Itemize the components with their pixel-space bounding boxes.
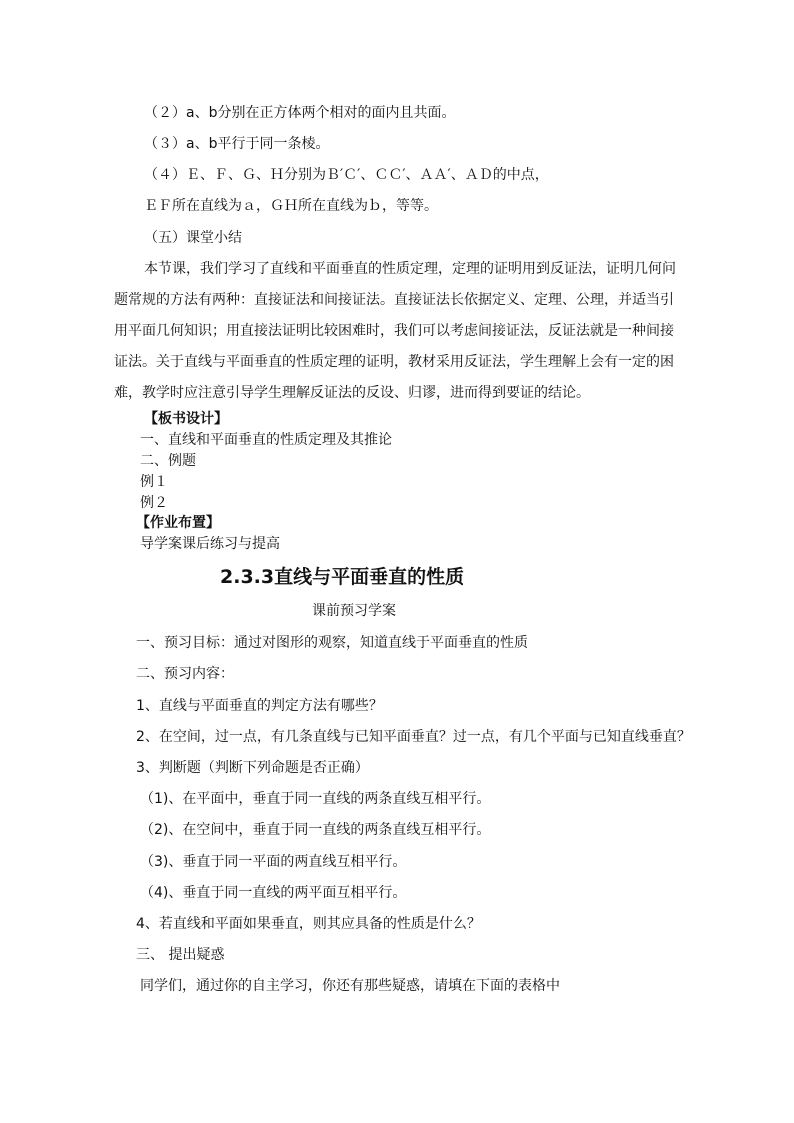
board-design-heading: 【板书设计】 — [144, 411, 228, 427]
question-3: 3、判断题（判断下列命题是否正确） — [136, 760, 369, 776]
paragraph-line-2: 题常规的方法有两种：直接证法和间接证法。直接证法长依据定义、定理、公理，并适当引 — [114, 292, 674, 308]
judgement-2: （2)、在空间中，垂直于同一直线的两条直线互相平行。 — [140, 822, 491, 838]
text-line-2: （３）a、b平行于同一条棱。 — [144, 136, 330, 152]
question-1: 1、直线与平面垂直的判定方法有哪些？ — [136, 698, 383, 714]
paragraph-line-3: 用平面几何知识；用直接法证明比较困难时，我们可以考虑间接证法，反证法就是一种间接 — [114, 323, 674, 339]
judgement-4: （4)、垂直于同一直线的两平面互相平行。 — [140, 885, 407, 901]
preview-goal: 一、预习目标：通过对图形的观察，知道直线于平面垂直的性质 — [136, 635, 528, 651]
paragraph-line-4: 证法。关于直线与平面垂直的性质定理的证明，教材采用反证法，学生理解上会有一定的困 — [114, 354, 674, 370]
judgement-1: （1)、在平面中，垂直于同一直线的两条直线互相平行。 — [140, 791, 491, 807]
board-item-2: 二、例题 — [140, 453, 196, 469]
text-line-4: ＥＦ所在直线为ａ，ＧＨ所在直线为ｂ，等等。 — [144, 198, 438, 214]
board-item-3: 例１ — [140, 474, 168, 490]
homework-item: 导学案课后练习与提高 — [140, 536, 280, 552]
question-2: 2、在空间，过一点，有几条直线与已知平面垂直？过一点，有几个平面与已知直线垂直？ — [136, 729, 691, 745]
board-item-1: 一、直线和平面垂直的性质定理及其推论 — [140, 432, 392, 448]
doubts-instruction: 同学们，通过你的自主学习，你还有那些疑惑，请填在下面的表格中 — [140, 978, 560, 994]
judgement-3: （3)、垂直于同一平面的两直线互相平行。 — [140, 854, 407, 870]
board-item-4: 例２ — [140, 495, 168, 511]
question-4: 4、若直线和平面如果垂直，则其应具备的性质是什么？ — [136, 916, 481, 932]
paragraph-line-1: 本节课，我们学习了直线和平面垂直的性质定理，定理的证明用到反证法，证明几何问 — [144, 261, 676, 277]
section-title: 2.3.3直线与平面垂直的性质 — [220, 566, 465, 588]
section-subtitle: 课前预习学案 — [312, 603, 396, 619]
preview-content-heading: 二、预习内容： — [136, 666, 234, 682]
paragraph-line-5: 难，教学时应注意引导学生理解反证法的反设、归谬，进而得到要证的结论。 — [114, 385, 590, 401]
doubts-heading: 三、 提出疑惑 — [136, 947, 225, 963]
text-line-1: （２）a、b分别在正方体两个相对的面内且共面。 — [144, 105, 456, 121]
section-heading-summary: （五）课堂小结 — [144, 230, 242, 246]
homework-heading: 【作业布置】 — [136, 515, 220, 531]
text-line-3: （４）Ｅ、Ｆ、Ｇ、Ｈ分别为Ｂ′Ｃ′、ＣＣ′、ＡＡ′、ＡＤ的中点， — [144, 167, 549, 183]
